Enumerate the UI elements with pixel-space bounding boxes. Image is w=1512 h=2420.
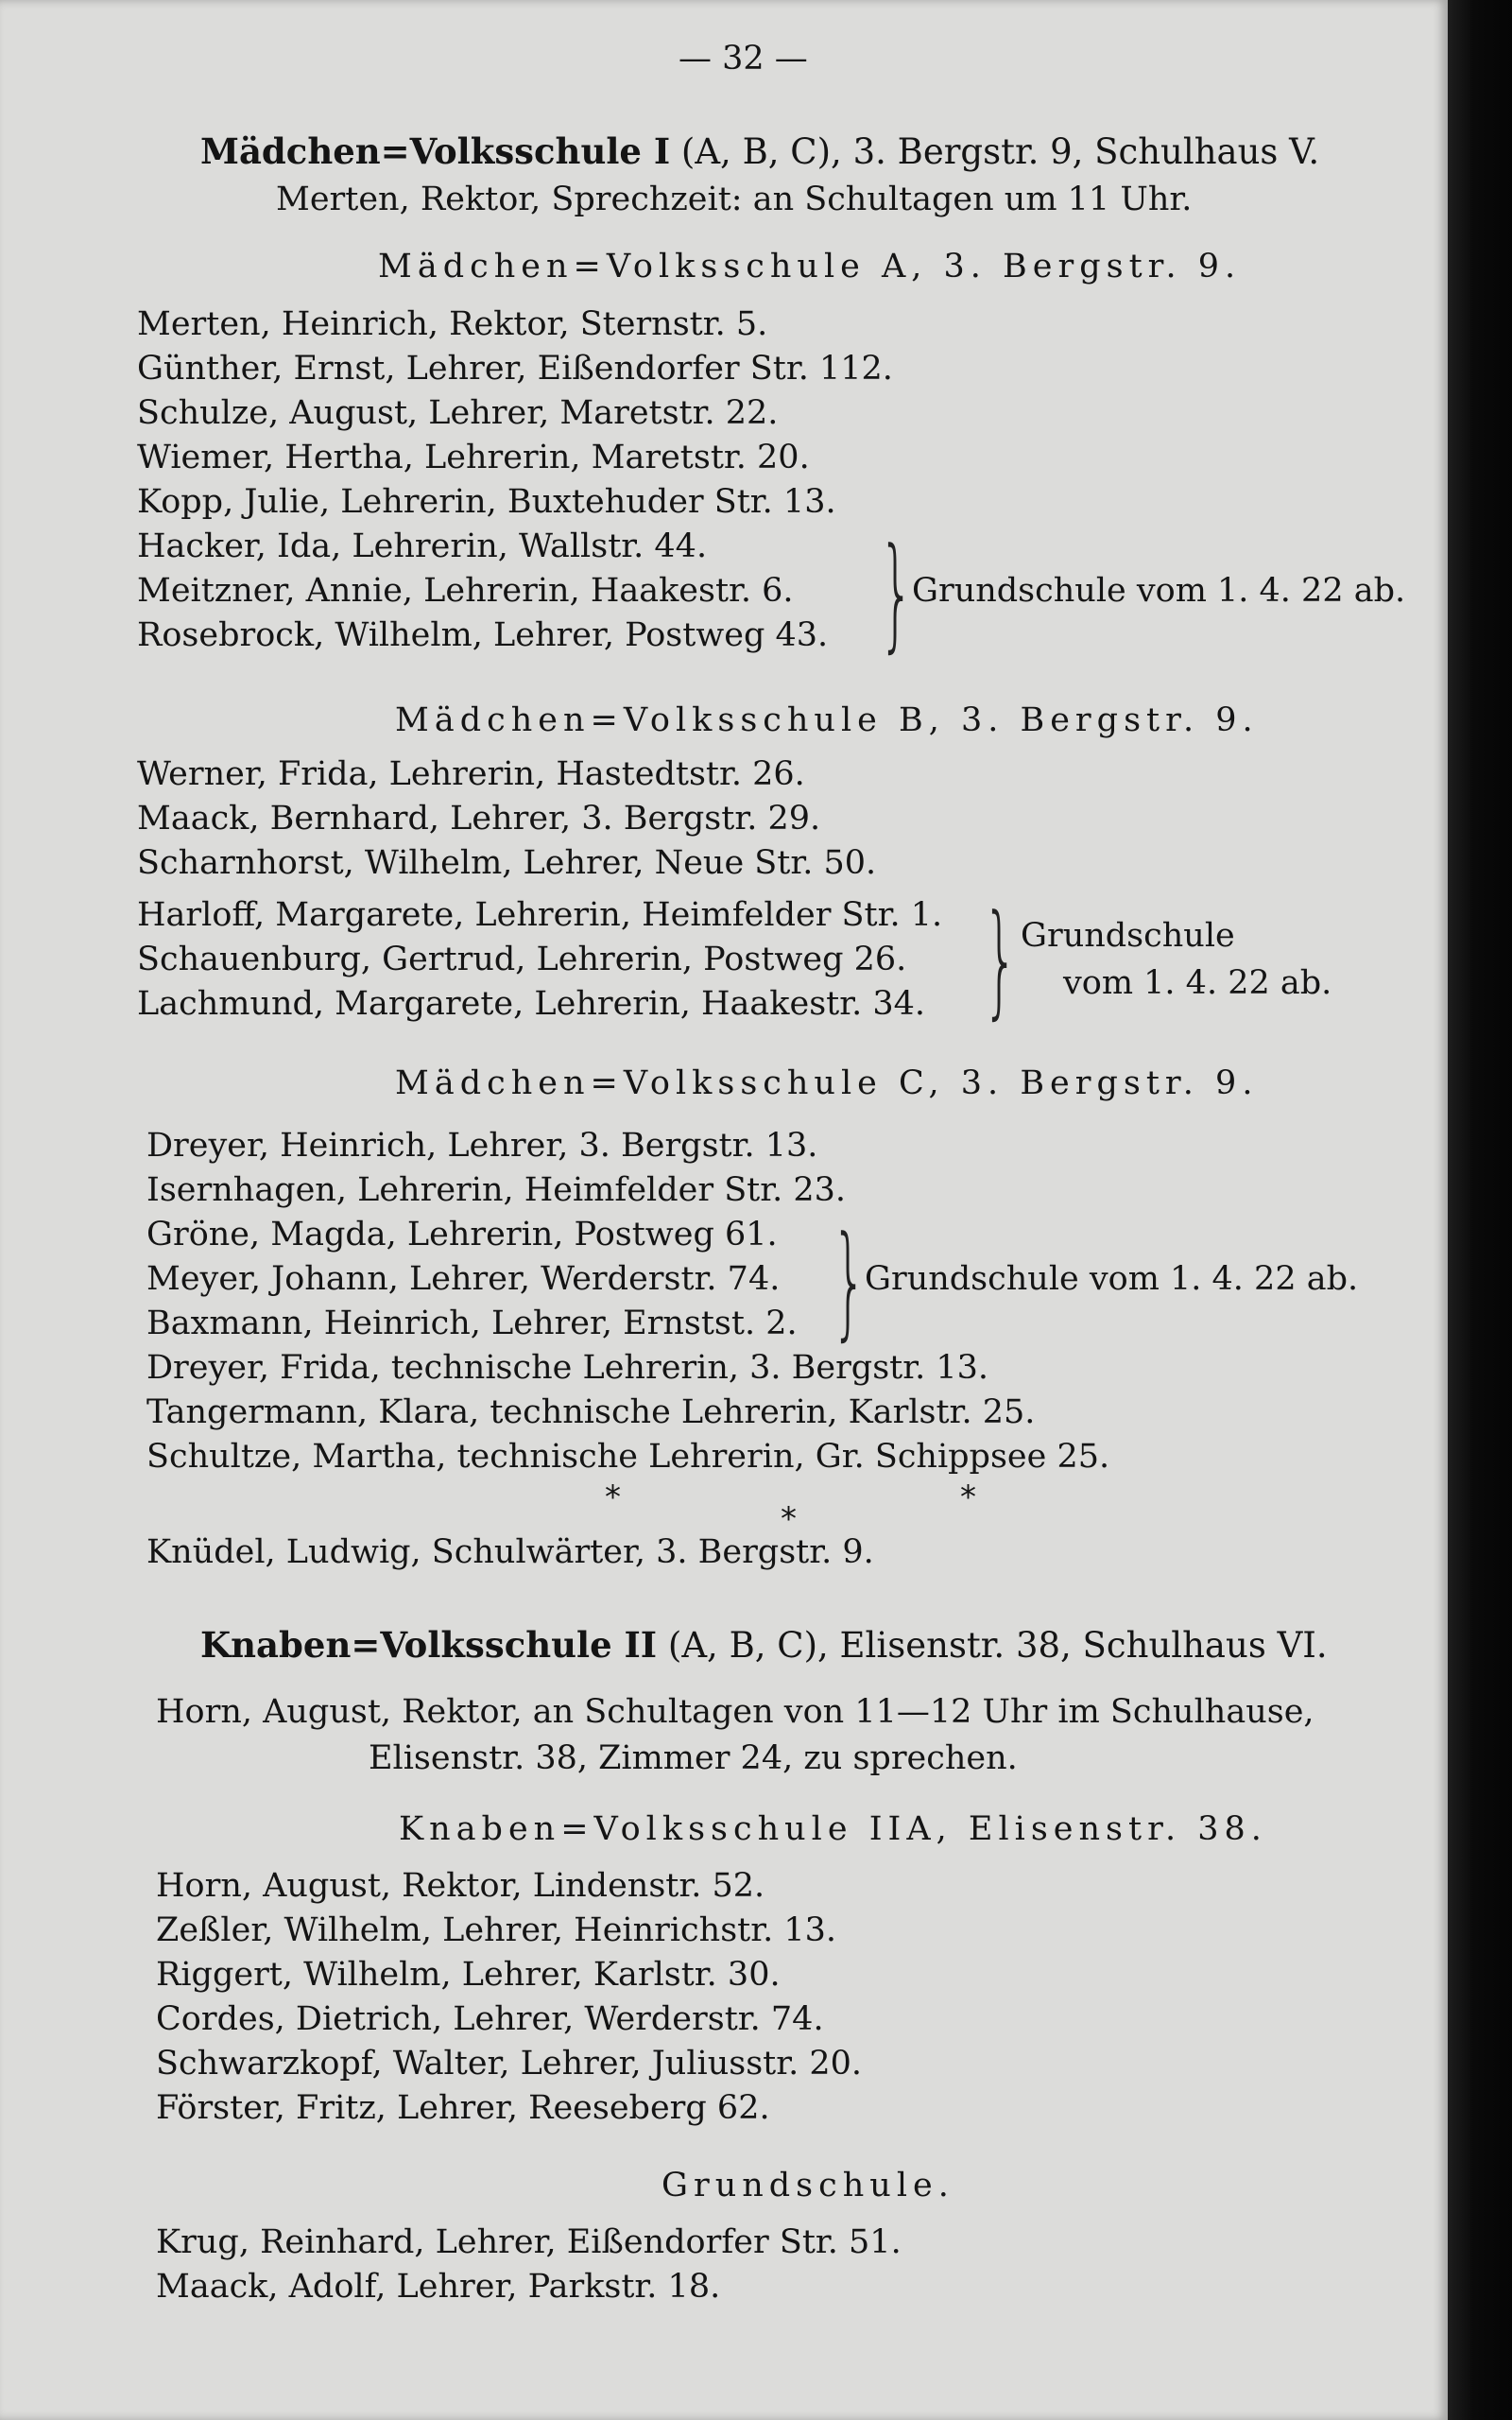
subsection-title-a: Mädchen=Volksschule A, 3. Bergstr. 9. [378,248,1242,285]
entry: Gröne, Magda, Lehrerin, Postweg 61. [146,1216,778,1253]
page-number: — 32 — [679,40,808,78]
rektor-line-2: Elisenstr. 38, Zimmer 24, zu sprechen. [369,1739,1018,1777]
heading-rest: (A, B, C), Elisenstr. 38, Schulhaus VI. [667,1625,1328,1666]
entry: Lachmund, Margarete, Lehrerin, Haakestr. 34. [137,985,926,1023]
entry: Hacker, Ida, Lehrerin, Wallstr. 44. [137,527,708,565]
entry: Meitzner, Annie, Lehrerin, Haakestr. 6. [137,572,794,610]
grundschule-note-c: Grundschule vom 1. 4. 22 ab. [865,1260,1359,1298]
rektor-line-1: Horn, August, Rektor, an Schultagen von 11—12 Uhr im Schulhause, [156,1693,1314,1731]
entry: Schulze, August, Lehrer, Maretstr. 22. [137,394,779,432]
entry: Maack, Bernhard, Lehrer, 3. Bergstr. 29. [137,800,821,838]
grundschule-note-a: Grundschule vom 1. 4. 22 ab. [912,572,1406,610]
entry: Zeßler, Wilhelm, Lehrer, Heinrichstr. 13. [156,1911,837,1949]
entry: Dreyer, Frida, technische Lehrerin, 3. Bergstr. 13. [146,1349,989,1387]
entry: Cordes, Dietrich, Lehrer, Werderstr. 74. [156,2000,824,2038]
brace-icon: } [983,888,1019,1031]
heading-rest: (A, B, C), 3. Bergstr. 9, Schulhaus V. [680,131,1320,172]
entry: Maack, Adolf, Lehrer, Parkstr. 18. [156,2268,721,2306]
entry: Förster, Fritz, Lehrer, Reeseberg 62. [156,2089,770,2127]
rektor-line: Merten, Rektor, Sprechzeit: an Schultagen um 11 Uhr. [276,181,1193,218]
entry: Schultze, Martha, technische Lehrerin, Gr. Schippsee 25. [146,1438,1110,1476]
entry: Krug, Reinhard, Lehrer, Eißendorfer Str. 51. [156,2223,902,2261]
entry: Dreyer, Heinrich, Lehrer, 3. Bergstr. 13. [146,1127,818,1165]
heading-bold: Mädchen=Volksschule I [200,130,671,172]
entry: Rosebrock, Wilhelm, Lehrer, Postweg 43. [137,616,829,654]
entry: Merten, Heinrich, Rektor, Sternstr. 5. [137,305,768,343]
entry: Günther, Ernst, Lehrer, Eißendorfer Str. 112. [137,350,893,388]
separator-star: * [781,1500,797,1538]
page-edge-shadow [1448,0,1512,2420]
entry: Scharnhorst, Wilhelm, Lehrer, Neue Str. 50. [137,844,877,882]
section-heading-knaben-volksschule-ii [200,1624,1328,1667]
separator-star: * [605,1478,621,1516]
school-keeper-line: Knüdel, Ludwig, Schulwärter, 3. Bergstr. 9. [146,1533,874,1571]
entry: Werner, Frida, Lehrerin, Hastedtstr. 26. [137,755,805,793]
separator-star: * [960,1478,976,1516]
subsection-title-c: Mädchen=Volksschule C, 3. Bergstr. 9. [395,1064,1259,1102]
brace-icon: } [832,1209,868,1353]
entry: Baxmann, Heinrich, Lehrer, Ernstst. 2. [146,1305,798,1342]
entry: Meyer, Johann, Lehrer, Werderstr. 74. [146,1260,781,1298]
entry: Schwarzkopf, Walter, Lehrer, Juliusstr. 20. [156,2045,863,2083]
entry: Schauenburg, Gertrud, Lehrerin, Postweg 26. [137,941,907,978]
entry: Horn, August, Rektor, Lindenstr. 52. [156,1867,765,1905]
grundschule-note-b-line1: Grundschule [1021,917,1235,955]
subsection-title-iia: Knaben=Volksschule IIA, Elisenstr. 38. [399,1810,1267,1848]
entry: Tangermann, Klara, technische Lehrerin, Karlstr. 25. [146,1393,1036,1431]
entry: Kopp, Julie, Lehrerin, Buxtehuder Str. 13. [137,483,836,521]
entry: Isernhagen, Lehrerin, Heimfelder Str. 23. [146,1171,847,1209]
entry: Riggert, Wilhelm, Lehrer, Karlstr. 30. [156,1956,781,1994]
entry: Wiemer, Hertha, Lehrerin, Maretstr. 20. [137,439,810,476]
grundschule-note-b-line2: vom 1. 4. 22 ab. [1063,964,1332,1002]
subsection-title-b: Mädchen=Volksschule B, 3. Bergstr. 9. [395,701,1259,739]
subsection-title-grundschule: Grundschule. [662,2167,954,2204]
entry: Harloff, Margarete, Lehrerin, Heimfelder Str. 1. [137,896,943,934]
section-heading-maedchen-volksschule-i [200,130,1319,173]
brace-icon: } [879,521,915,665]
heading-bold: Knaben=Volksschule II [200,1624,658,1666]
